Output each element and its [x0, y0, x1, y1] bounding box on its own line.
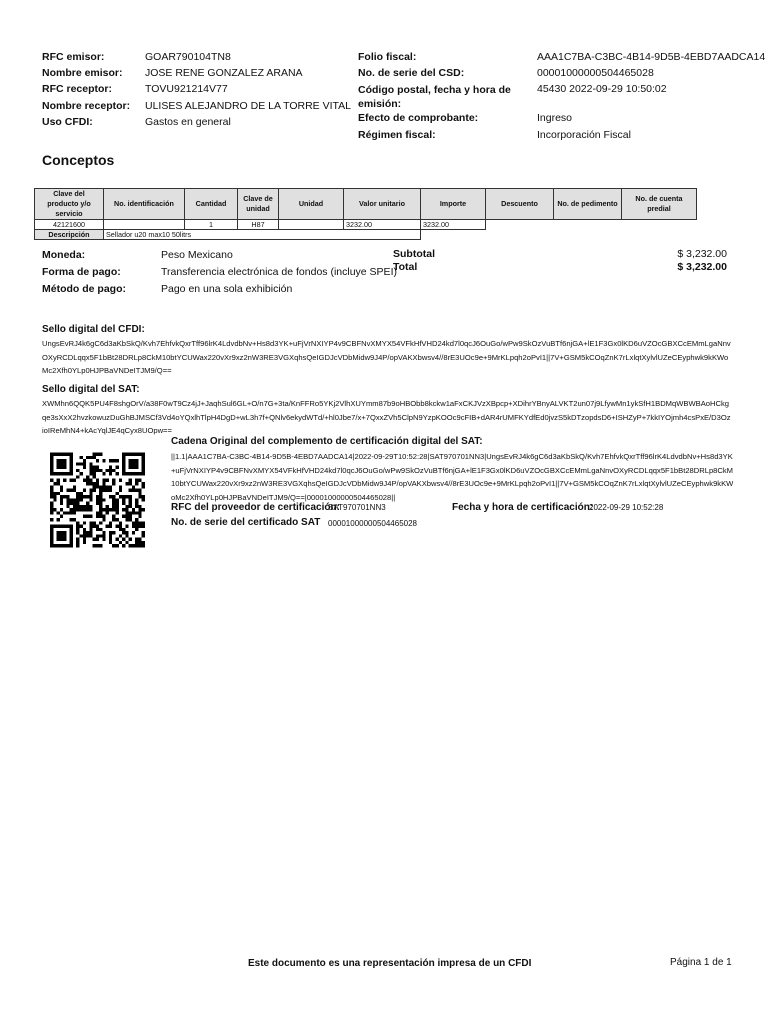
th-no-pedimento: No. de pedimento — [554, 189, 622, 220]
cell-cantidad: 1 — [185, 220, 238, 230]
serie-csd-label: No. de serie del CSD: — [358, 67, 465, 79]
sello-sat-label: Sello digital del SAT: — [42, 384, 140, 395]
rfc-receptor-label: RFC receptor: — [42, 83, 113, 95]
total-value: $ 3,232.00 — [677, 261, 727, 273]
cell-no-pedimento — [554, 220, 622, 230]
forma-pago-value: Transferencia electrónica de fondos (incluye SPEI) — [161, 266, 397, 278]
metodo-pago-value: Pago en una sola exhibición — [161, 283, 293, 295]
total-label: Total — [393, 261, 418, 273]
nombre-emisor-value: JOSE RENE GONZALEZ ARANA — [145, 67, 303, 79]
rfc-proveedor-label: RFC del proveedor de certificación: — [171, 502, 340, 513]
desc-value: Sellador u20 max10 50litrs — [104, 230, 421, 240]
regimen-label: Régimen fiscal: — [358, 129, 436, 141]
nombre-receptor-label: Nombre receptor: — [42, 100, 131, 112]
description-row — [35, 230, 697, 240]
th-unidad: Unidad — [279, 189, 344, 220]
serie-csd-value: 00001000000504465028 — [537, 67, 654, 79]
th-valor-unitario: Valor unitario — [344, 189, 421, 220]
page-number: Página 1 de 1 — [670, 957, 732, 968]
cadena-label: Cadena Original del complemento de certificación digital del SAT: — [171, 436, 483, 447]
table-header-row — [35, 189, 697, 220]
conceptos-title: Conceptos — [42, 152, 115, 168]
metodo-pago-label: Método de pago: — [42, 283, 126, 295]
th-importe: Importe — [421, 189, 486, 220]
rfc-emisor-row — [42, 51, 104, 63]
folio-fiscal-value: AAA1C7BA-C3BC-4B14-9D5B-4EBD7AADCA14 — [537, 51, 766, 63]
sello-cfdi-value: UngsEvRJ4k6gC6d3aKbSkQ/Kvh7EhfvkQxrTff96lrK4LdvdbNv+Hs8d3YK+uFjVrNXIYP4v9CBFNvXMYX54VFkHfVHD24kd7l0qcJ6OuGo/wPw9SkOzVuBTf6njGA+lE1F3Gx0lKD6uVZOcGBXCcEMmLgaNnvOXyRCDLqqx5F1bBt28DRLp8CkM10btYCUWax220vXr9xz2nW3RE3VGXqhsQeIGDJcVDbMidw9J4P/opVAKXbwsv4//8rE3UOc9e+9MrKLpqh2oPvI1||7V+GSM5kCOqZnK7rLxlqtXylvlUZeCEyphwk9kKWoMc2Xfh0YLp0HJPBaVNDeITJM9/Q== — [42, 339, 731, 375]
th-descuento: Descuento — [486, 189, 554, 220]
cp-fecha-value: 45430 2022-09-29 10:50:02 — [537, 83, 667, 95]
cp-fecha-label: Código postal, fecha y hora de emisión: — [358, 84, 511, 110]
th-no-cuenta-predial: No. de cuenta predial — [622, 189, 697, 220]
efecto-value: Ingreso — [537, 112, 573, 124]
folio-fiscal-label: Folio fiscal: — [358, 51, 417, 63]
fecha-certificacion-value: 2022-09-29 10:52:28 — [589, 503, 664, 512]
cell-clave-producto: 42121600 — [35, 220, 104, 230]
table-row — [35, 220, 697, 230]
moneda-label: Moneda: — [42, 249, 86, 261]
th-clave-producto: Clave del producto y/o servicio — [35, 189, 104, 220]
subtotal-value: $ 3,232.00 — [677, 248, 727, 260]
th-no-identificacion: No. identificación — [104, 189, 185, 220]
nombre-emisor-label: Nombre emisor: — [42, 67, 123, 79]
rfc-emisor-label: RFC emisor: — [42, 51, 105, 63]
cell-descuento — [486, 220, 554, 230]
serie-sat-value: 00001000000504465028 — [328, 519, 417, 528]
sello-sat-value: XWMhn6QQK5PU4F8shgOrV/a38F0wT9Cz4jJ+JaqhSul6GL+O/n7G+3ta/KnFFRo5YKj2VlhXUYmm87b9oHBObb8kckw1aFxCKJVzXBpcp+XDihrYBnyALVKT2un07j9LfywMn1ykSfH1BDMqWBWBAoHCkgqe3sXxX2hvzkowuzDuGhBJMSCf3Vd4oYQxlhTlpH4DgD+wL3h7f+QNlv6ekydWTd/+hl0Jbe7/x+7QxxZVh5ClpN9YzpKOOc9cFIB+dAR4rUMFKYdfEd0jvzS5kDTzopdsD6+ISHZyP+7kkIYOjmh4csPxE/D3OzioIReMhN4+kAcYqlJE4qCyx8UOpw== — [42, 399, 731, 435]
cell-valor-unitario: 3232.00 — [344, 220, 421, 230]
desc-label: Descripción — [35, 230, 104, 240]
uso-cfdi-label: Uso CFDI: — [42, 116, 93, 128]
sello-cfdi-label: Sello digital del CFDI: — [42, 324, 145, 335]
nombre-receptor-value: ULISES ALEJANDRO DE LA TORRE VITAL — [145, 100, 351, 112]
rfc-receptor-value: TOVU921214V77 — [145, 83, 228, 95]
uso-cfdi-value: Gastos en general — [145, 116, 231, 128]
rfc-proveedor-value: SAT970701NN3 — [328, 503, 386, 512]
cell-no-cuenta-predial — [622, 220, 697, 230]
serie-sat-label: No. de serie del certificado SAT — [171, 517, 321, 528]
rfc-emisor-value: GOAR790104TN8 — [145, 51, 231, 63]
cell-clave-unidad: H87 — [238, 220, 279, 230]
cell-no-identificacion — [104, 220, 185, 230]
footer-text: Este documento es una representación impresa de un CFDI — [248, 958, 532, 969]
cell-importe: 3232.00 — [421, 220, 486, 230]
subtotal-label: Subtotal — [393, 248, 435, 260]
qr-code — [50, 450, 145, 550]
th-clave-unidad: Clave de unidad — [238, 189, 279, 220]
cadena-value: ||1.1|AAA1C7BA-C3BC-4B14-9D5B-4EBD7AADCA14|2022-09-29T10:52:28|SAT970701NN3|UngsEvRJ4k6gC6d3aKbSkQ/Kvh7EhfvkQxrTff96lrK4LdvdbNv+Hs8d3YK+uFjVrNXIYP4v9CBFNvXMYX54VFkHfVHD24kd7l0qcJ6OuGo/wPw9SkOzVuBTf6njGA+lE1F3Gx0lKD6uVZOcGBXCcEMmLgaNnvOXyRCDLqqx5F1bBt28DRLp8CkM10btYCUWax220vXr9xz2nW3RE3VGXqhsQeIGDJcVDbMidw9J4P/opVAKXbwsv4//8rE3UOc9e+9MrKLpqh2oPvI1||7V+GSM5kCOqZnK7rLxlqtXylvlUZeCEyphwk9kKWoMc2Xfh0YLp0HJPBaVNDeITJM9/Q==|00001000000504465028|| — [171, 452, 734, 502]
efecto-label: Efecto de comprobante: — [358, 112, 479, 124]
cell-unidad — [279, 220, 344, 230]
regimen-value: Incorporación Fiscal — [537, 129, 631, 141]
forma-pago-label: Forma de pago: — [42, 266, 121, 278]
th-cantidad: Cantidad — [185, 189, 238, 220]
conceptos-table — [34, 188, 697, 240]
moneda-value: Peso Mexicano — [161, 249, 233, 261]
fecha-certificacion-label: Fecha y hora de certificación: — [452, 502, 594, 513]
